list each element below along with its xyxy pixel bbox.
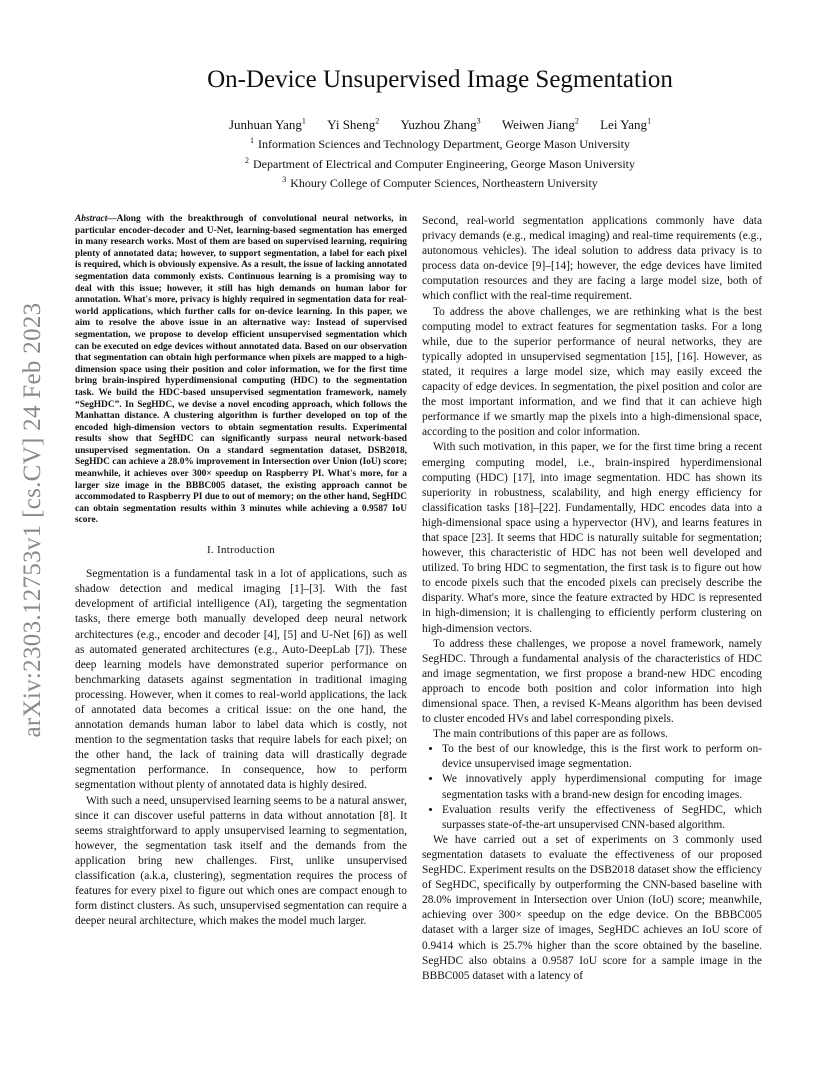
author: Yuzhou Zhang$^3$	[400, 117, 481, 133]
list-item: • Evaluation results verify the effectiveness of SegHDC, which surpasses state-of-the-art unsupervised CNN-based algorithm.	[442, 803, 762, 833]
right-column	[422, 214, 762, 984]
author: Lei Yang$^1$	[600, 117, 652, 133]
paragraph: Second, real-world segmentation applications commonly have data privacy demands (e.g., medical imaging) and real-time requirements (e.g., autonomous vehicles). The ideal solution to address data privacy is to process data on-device [9]–[14]; however, the edge devices have limited computation resources and they are facing a large model size, both of which conflict with the real-time requirement.	[422, 215, 762, 303]
paragraph: The main contributions of this paper are as follows.	[433, 728, 669, 741]
affiliation: $^1$ Information Sciences and Technology Department, George Mason University	[250, 136, 630, 151]
affiliation: $^2$ Department of Electrical and Computer Engineering, George Mason University	[245, 155, 635, 171]
author-list	[70, 117, 810, 133]
paper-title: On-Device Unsupervised Image Segmentation	[207, 66, 673, 93]
paragraph: With such motivation, in this paper, we for the first time bring a recent emerging computing model, i.e., brain-inspired hyperdimensional computing (HDC) [17], into image segmentation. HDC has shown its superiority in robustness, scalability, and high energy efficiency for classification tasks [18]–[22]. Fundamentally, HDC encodes data into a high-dimensional space using a hypervector (HV), and learns features in that space [23]. It seems that HDC is naturally suitable for segmentation; however, this characteristic of HDC has not been well developed and utilized. To bring HDC to segmentation, the first task is to figure out how to encode pixels such that the encoded pixels can precisely describe the disparity. What's more, since the feature extracted by HDC is represented in high-dimension; it is challenging to efficiently perform clustering on high-dimension vectors.	[422, 441, 762, 635]
affiliation: $^3$ Khoury College of Computer Sciences, Northeastern University	[282, 175, 598, 190]
affiliation-list	[70, 133, 810, 192]
paragraph: With such a need, unsupervised learning seems to be a natural answer, since it can discover useful patterns in data without annotation [8]. It seems straightforward to apply unsupervised learning to segmentation, however, the segmentation task itself and the demands from the application bring new challenges. First, unlike unsupervised classification (a.k.a, clustering), segmentation requires the process of features for every pixel to figure out which ones are compact enough to form distinct clusters. As such, unsupervised segmentation can require a deeper neural architecture, which makes the model much larger.	[75, 794, 407, 928]
list-item: • We innovatively apply hyperdimensional computing for image segmentation tasks with a brand-new design for encoding images.	[442, 772, 762, 802]
author: Junhuan Yang$^1$	[228, 117, 306, 133]
abstract-label: Abstract	[75, 214, 108, 224]
paragraph: Segmentation is a fundamental task in a lot of applications, such as shadow detection and medical imaging [1]–[3]. With the fast development of artificial intelligence (AI), targeting the segmentation tasks, there emerge both manually developed deep neural network architectures (e.g., encoder and decoder [4], [5] and U-Net [6]) as well as automated generated architectures (e.g., Auto-DeepLab [7]). These deep learning models have demonstrated superior performance on benchmarking datasets against segmentation in traditional imaging processing. However, when it comes to real-world applications, the lack of annotated data becomes a critical issue: on the one hand, the annotation demands human labor to label data which is costly, not mention to the segmentation tasks that require labels for each pixel; on the other hand, the lack of training data will drastically degrade segmentation performance. In consequence, how to perform segmentation without plenty of annotated data is highly desired.	[75, 568, 407, 792]
contributions-list	[422, 742, 762, 833]
paragraph: We have carried out a set of experiments on 3 commonly used segmentation datasets to evaluate the effectiveness of our proposed SegHDC. Experiment results on the DSB2018 dataset show the efficiency of SegHDC, specifically by outperforming the CNN-based baseline with 28.0% improvement in Intersection over Union (IoU) score; meanwhile, achieving over 300× speedup on the edge device. On the BBBC005 dataset with a larger size of images, SegHDC achieves an IoU score of 0.9414 which is 25.7% higher than the score obtained by the baseline. SegHDC also obtains a 0.9587 IoU score for a sample image in the BBBC005 dataset with a latency of	[422, 833, 762, 982]
author: Yi Sheng$^2$	[327, 117, 380, 133]
abstract	[75, 214, 407, 527]
author: Weiwen Jiang$^2$	[501, 117, 579, 133]
abstract-text: —Along with the breakthrough of convolutional neural networks, in particular encoder-decoder and U-Net, learning-based segmentation has emerged in many research works. Most of them are based on supervised learning, requiring plenty of annotated data; however, to support segmentation, a label for each pixel is required, which is obviously expensive. As a result, the issue of lacking annotated segmentation data commonly exists. Continuous learning is a promising way to deal with this issue; however, it still has high demands on human labor for annotation. What's more, privacy is highly required in segmentation data for real-world applications, which further calls for on-device learning. In this paper, we aim to resolve the above issue in an alternative way: Instead of supervised segmentation, we propose to develop efficient unsupervised segmentation which can be executed on edge devices without annotated data. Based on our observation that segmentation can obtain high performance when pixels are mapped to a high-dimension space using their position and color information, we for the first time bring brain-inspired hyperdimensional computing (HDC) to the segmentation task. We build the HDC-based unsupervised segmentation framework, namely “SegHDC”. In SegHDC, we devise a novel encoding approach, which follows the Manhattan distance. A clustering algorithm is further developed on top of the encoded high-dimension vectors to obtain segmentation results. Experimental results show that SegHDC can significantly surpass neural network-based unsupervised segmentation. On a standard segmentation dataset, DSB2018, SegHDC can achieve a 28.0% improvement in Intersection over Union (IoU) score; meanwhile, it achieves over 300× speedup on Raspberry PI. What's more, for a larger size image in the BBBC005 dataset, the existing approach cannot be accommodated to Raspberry PI due to out of memory; on the other hand, SegHDC can obtain segmentation results within 3 minutes while achieving a 0.9587 IoU score.	[75, 214, 407, 526]
section-heading-introduction: I. Introduction	[206, 544, 276, 557]
paragraph: To address these challenges, we propose a novel framework, namely SegHDC. Through a fundamental analysis of the characteristics of HDC and image segmentation, we first propose a brand-new HDC encoding approach to encode both position and color information into high dimensional space. Then, a revised K-Means algorithm has been devised to cluster encoded HVs and label corresponding pixels.	[422, 637, 762, 726]
arxiv-sidebar	[8, 270, 58, 770]
arxiv-stamp: arXiv:2303.12753v1 [cs.CV] 24 Feb 2023	[19, 302, 46, 738]
paragraph: To address the above challenges, we are rethinking what is the best computing model to extract features for segmentation tasks. For a long while, due to the superior performance of neural networks, they are typically adopted in unsupervised segmentation [15], [16]. However, as stated, it requires a large model size, which may easily exceed the capacity of edge devices. In segmentation, the pixel position and color are the most important information, and we find that it can achieve high performance if we smartly map the pixels into a high-dimensional space, according to the position and color information.	[422, 305, 762, 439]
left-column	[75, 214, 407, 929]
list-item: • To the best of our knowledge, this is the first work to perform on-device unsupervised image segmentation.	[442, 742, 762, 772]
